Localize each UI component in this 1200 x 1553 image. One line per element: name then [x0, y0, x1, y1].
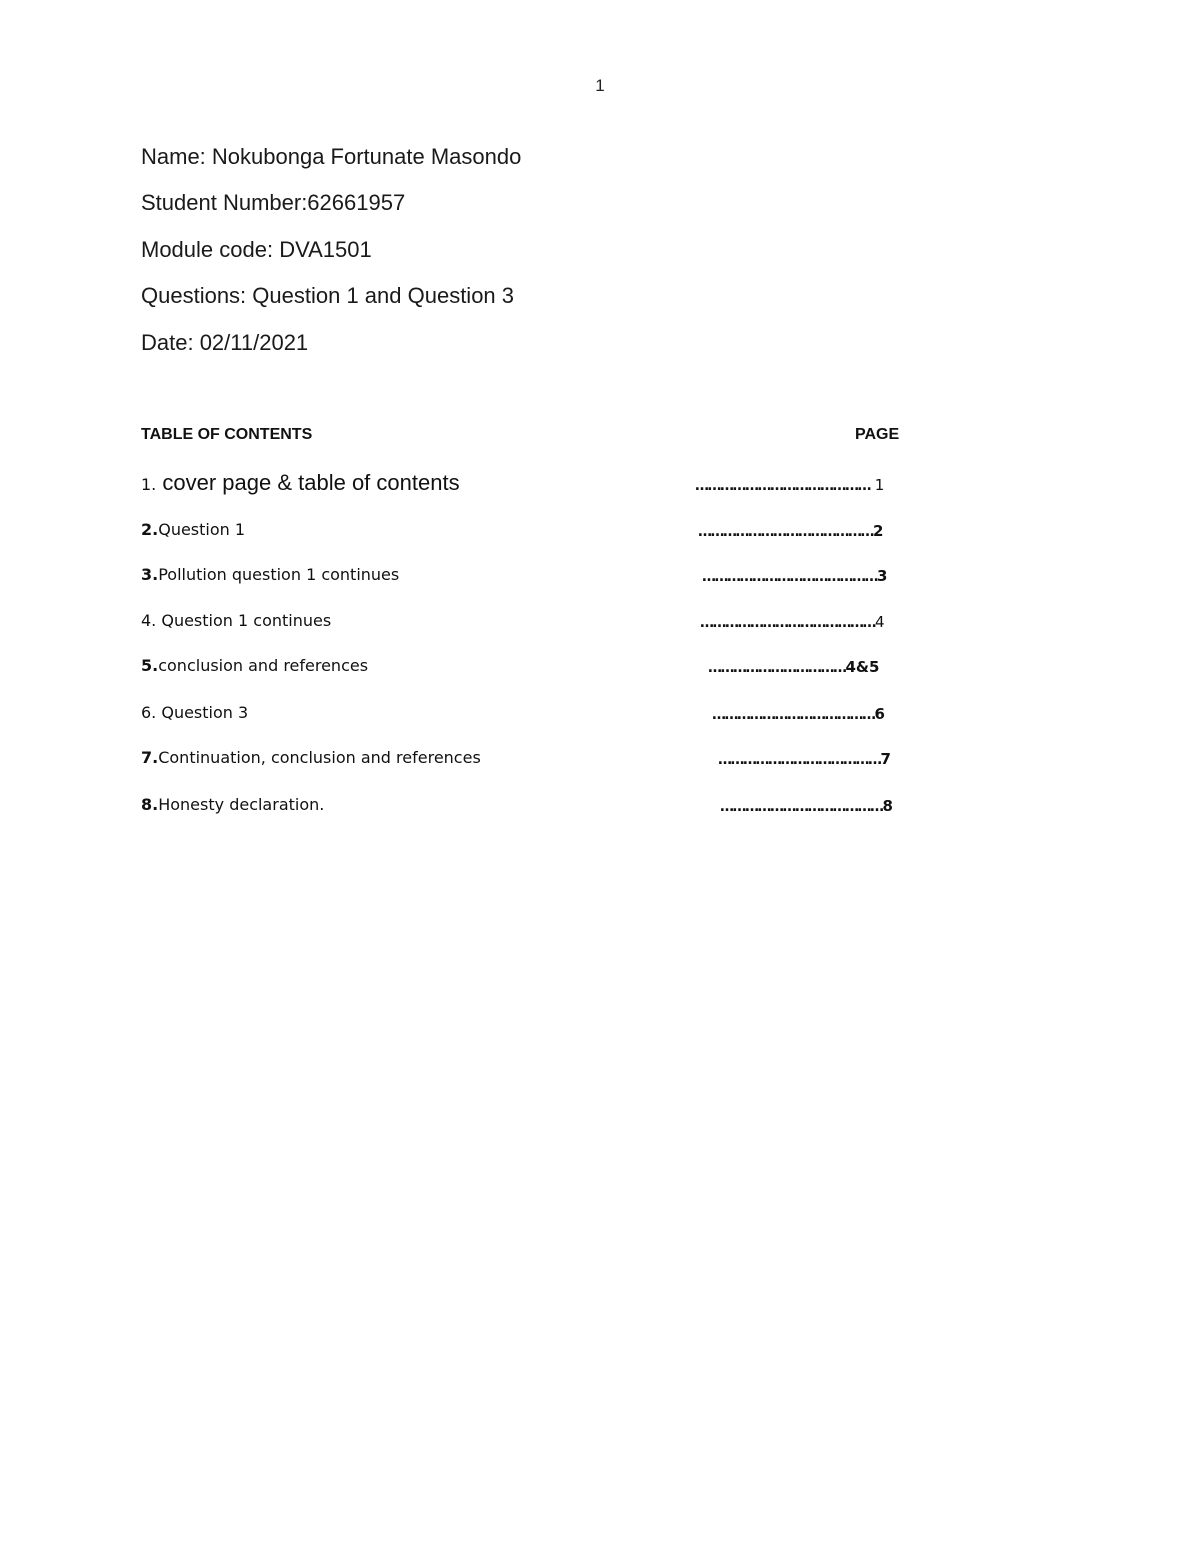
toc-leader-2 [698, 522, 883, 540]
toc-leader-6 [712, 705, 885, 723]
toc-entry-1 [141, 470, 460, 496]
toc-entry-number: 1. [141, 475, 157, 494]
toc-entry-number: 2. [141, 520, 159, 539]
toc-page-number: 1 [870, 476, 885, 494]
toc-page-number: 7 [880, 750, 891, 768]
toc-entry-number: 5. [141, 656, 159, 675]
date-line: Date: 02/11/2021 [141, 330, 309, 355]
toc-entry-label: Question 1 continues [156, 611, 332, 630]
toc-dots: …………………………… [708, 660, 846, 676]
toc-title: TABLE OF CONTENTS [141, 426, 313, 443]
toc-page-number: 6 [874, 705, 885, 723]
toc-entry-8 [141, 795, 324, 814]
toc-leader-7 [718, 750, 891, 768]
page-number: 1 [595, 76, 605, 95]
toc-leader-4 [700, 613, 885, 631]
toc-leader-8 [720, 797, 893, 815]
toc-dots: ………………………………… [712, 707, 875, 723]
toc-entry-number: 8. [141, 795, 159, 814]
toc-leader-5 [708, 658, 879, 676]
toc-entry-number: 6. [141, 703, 157, 722]
toc-page-heading: PAGE [855, 426, 900, 443]
toc-entry-label: Question 3 [156, 703, 249, 722]
toc-entry-label: Pollution question 1 continues [158, 565, 400, 584]
toc-page-number: 4&5 [845, 658, 880, 676]
toc-dots: …………………………………… [700, 615, 875, 631]
toc-entry-number: 4. [141, 611, 157, 630]
toc-entry-number: 7. [141, 748, 159, 767]
toc-leader-1 [695, 476, 884, 494]
toc-entry-7 [141, 748, 481, 767]
toc-page-number: 3 [877, 567, 888, 585]
toc-page-number: 4 [875, 613, 885, 631]
toc-dots: …………………………………… [695, 478, 870, 494]
toc-entry-4 [141, 611, 331, 630]
toc-entry-5 [141, 656, 368, 675]
toc-dots: ………………………………… [718, 752, 881, 768]
toc-leader-3 [702, 567, 887, 585]
module-code: Module code: DVA1501 [141, 237, 372, 262]
toc-entry-6 [141, 703, 248, 722]
toc-entry-label: Honesty declaration. [158, 795, 325, 814]
toc-dots: …………………………………… [698, 524, 873, 540]
toc-entry-label: Continuation, conclusion and references [158, 748, 481, 767]
student-name: Name: Nokubonga Fortunate Masondo [141, 144, 522, 169]
toc-entry-2 [141, 520, 245, 539]
toc-entry-number: 3. [141, 565, 159, 584]
toc-dots: ………………………………… [720, 799, 883, 815]
toc-entry-3 [141, 565, 399, 584]
toc-entry-label: cover page & table of contents [156, 470, 460, 495]
questions-line: Questions: Question 1 and Question 3 [141, 283, 515, 308]
toc-dots: …………………………………… [702, 569, 877, 585]
student-number: Student Number:62661957 [141, 190, 406, 215]
toc-page-number: 8 [882, 797, 893, 815]
toc-entry-label: Question 1 [158, 520, 246, 539]
toc-page-number: 2 [873, 522, 884, 540]
toc-entry-label: conclusion and references [158, 656, 369, 675]
